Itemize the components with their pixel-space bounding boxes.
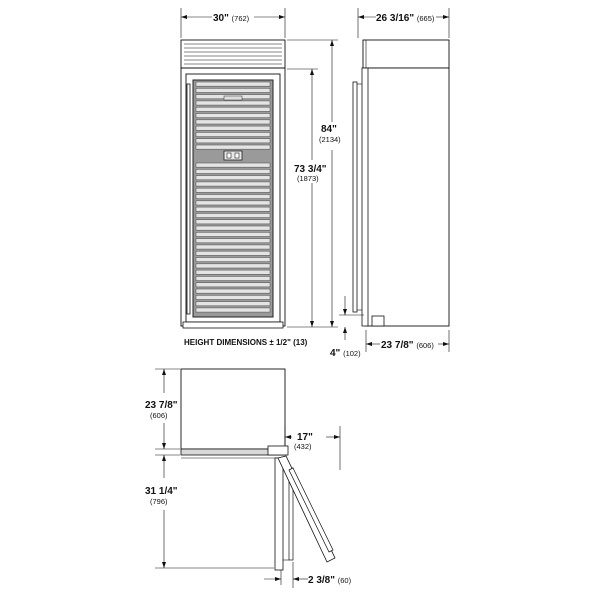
rack-slat — [196, 220, 270, 224]
overall-height-dimension: 84" — [321, 124, 337, 135]
plan-depth-dimension: 23 7/8" — [145, 400, 178, 411]
door-width-dimension: 31 1/4" — [145, 486, 178, 497]
side-handle — [353, 82, 357, 312]
rack-slat — [196, 239, 270, 243]
control-button-left — [227, 153, 231, 158]
rack-slat — [196, 302, 270, 306]
toe-kick — [183, 322, 283, 328]
rack-slat — [196, 188, 270, 192]
rack-slat — [196, 114, 270, 118]
front-elevation — [181, 8, 341, 347]
height-tolerance-note: HEIGHT DIMENSIONS ± 1/2" (13) — [184, 338, 308, 347]
swing-clearance-metric: (432) — [294, 442, 312, 451]
toe-kick-dimension: 4" (102) — [330, 348, 361, 359]
rack-slat — [196, 176, 270, 180]
rack-slat — [196, 169, 270, 173]
rack-slat — [196, 195, 270, 199]
rack-slat — [196, 213, 270, 217]
rack-slat — [196, 226, 270, 230]
rack-slat — [196, 251, 270, 255]
plan-depth-metric: (606) — [150, 411, 168, 420]
rack-slat — [196, 145, 270, 149]
wine-rack-slats — [196, 82, 270, 312]
door-handle — [187, 84, 190, 314]
rack-slat — [196, 264, 270, 268]
side-top-grille — [363, 40, 449, 68]
door-width-metric: (796) — [150, 497, 168, 506]
overall-height-metric: (2134) — [319, 135, 341, 144]
rack-slat — [196, 308, 270, 312]
rack-slat — [196, 283, 270, 287]
bottom-depth-dimension: 23 7/8" (606) — [381, 340, 434, 351]
rack-slat — [196, 201, 270, 205]
rack-slat — [196, 295, 270, 299]
door-height-dimension: 73 3/4" — [294, 164, 327, 175]
door-swing — [278, 456, 335, 562]
rack-slat — [196, 270, 270, 274]
grille-lines — [184, 44, 282, 64]
rack-slat — [196, 163, 270, 167]
plan-cabinet — [181, 369, 285, 449]
rack-slat — [196, 88, 270, 92]
side-toe-kick — [372, 316, 384, 326]
control-panel — [224, 151, 242, 160]
width-dimension: 30" (762) — [213, 13, 250, 24]
rack-slat — [196, 232, 270, 236]
rack-slat — [196, 107, 270, 111]
open-door-90 — [275, 458, 283, 570]
swing-clearance-dimension: 17" — [297, 432, 313, 443]
top-depth-dimension: 26 3/16" (665) — [376, 13, 435, 24]
rack-slat — [196, 82, 270, 86]
rack-slat — [196, 126, 270, 130]
rack-slat — [196, 276, 270, 280]
side-door-edge — [362, 68, 368, 326]
handle-offset-dimension: 2 3/8" (60) — [308, 575, 352, 586]
rack-slat — [196, 132, 270, 136]
rack-slat — [196, 182, 270, 186]
plan-view — [145, 369, 352, 588]
rack-slat — [196, 258, 270, 262]
side-cabinet — [366, 68, 449, 326]
rack-slat — [196, 289, 270, 293]
door-height-metric: (1873) — [297, 174, 319, 183]
side-elevation — [330, 8, 449, 359]
rack-slat — [196, 120, 270, 124]
rack-slat — [196, 101, 270, 105]
rack-slat — [196, 139, 270, 143]
rack-slat — [196, 207, 270, 211]
control-button-right — [235, 153, 239, 158]
top-display — [224, 96, 242, 100]
rack-slat — [196, 245, 270, 249]
plan-hinge — [268, 446, 288, 455]
